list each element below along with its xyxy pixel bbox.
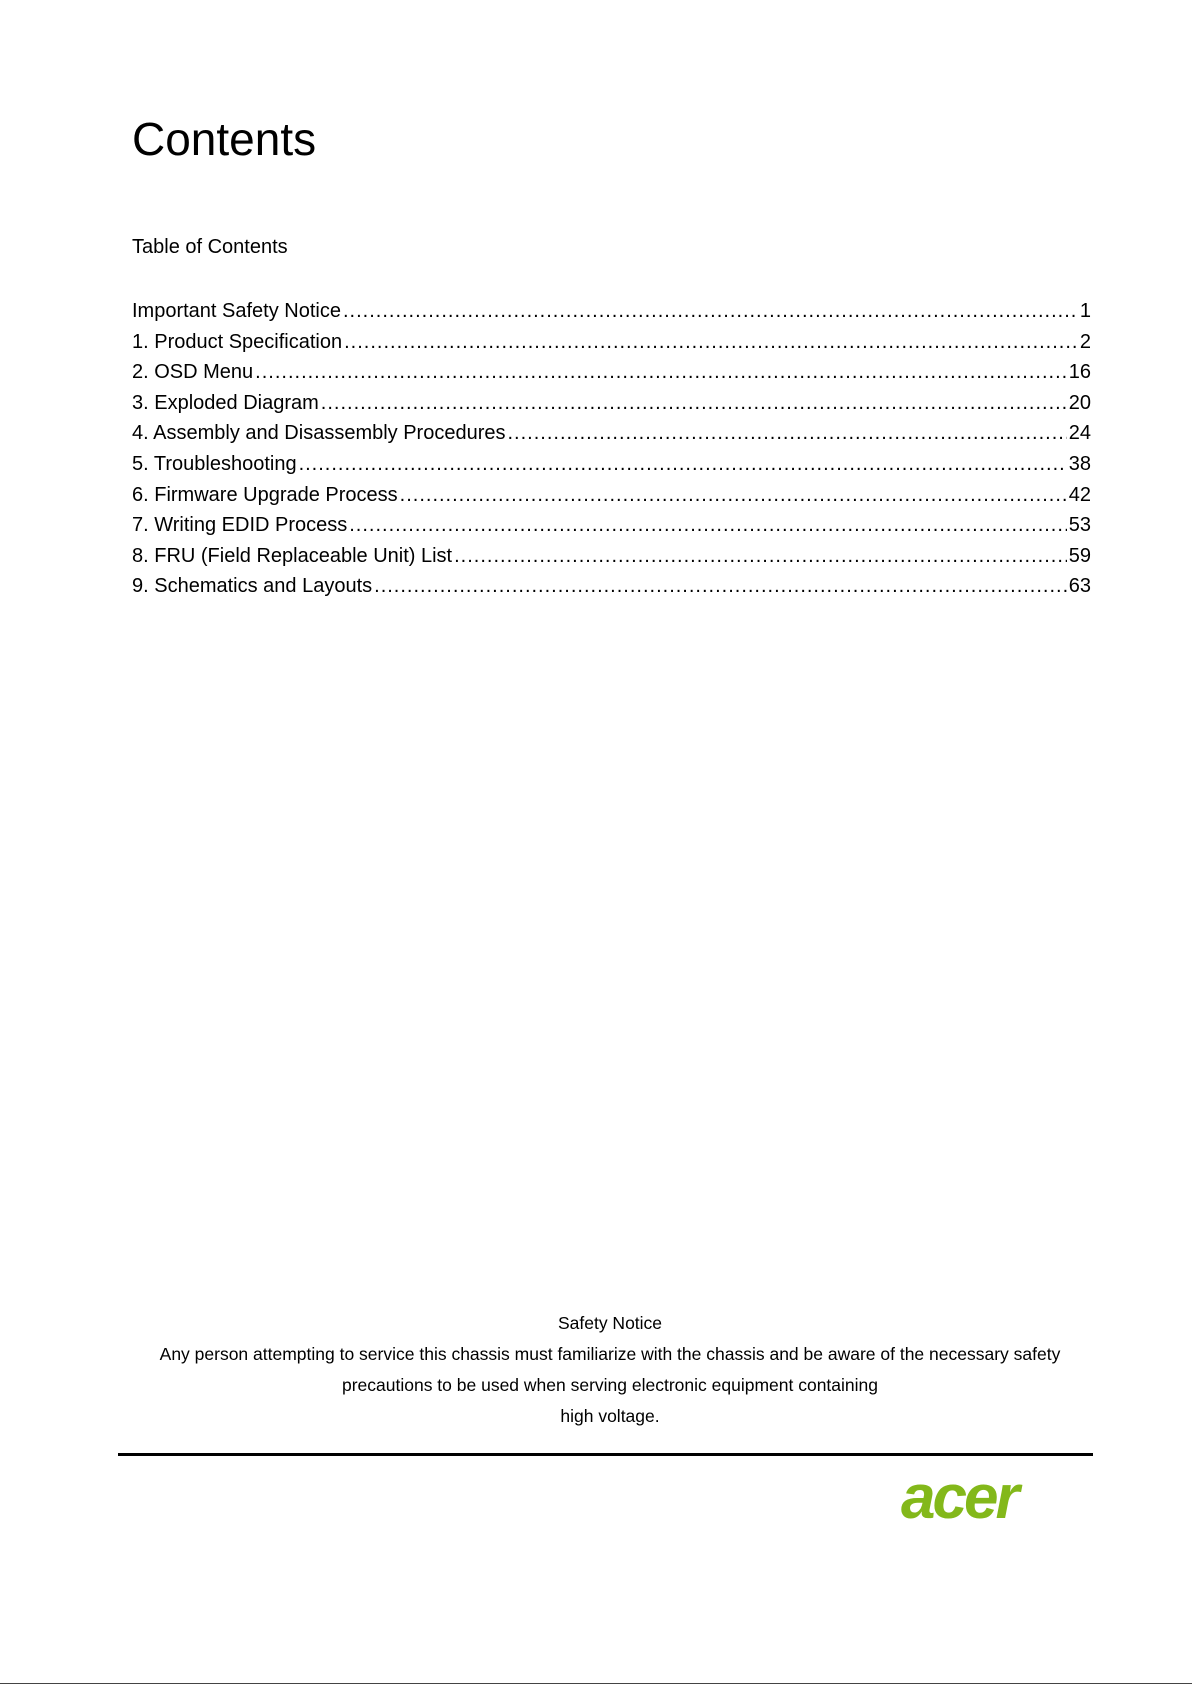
- page-title: Contents: [132, 113, 317, 165]
- toc-entry-label: 3. Exploded Diagram: [132, 391, 319, 414]
- toc-entry-page: 38: [1068, 452, 1091, 475]
- toc-dot-leader: [321, 391, 1067, 415]
- toc-entry-page: 2: [1079, 330, 1091, 353]
- toc-entry-osd-menu[interactable]: [132, 360, 1091, 391]
- toc-entry-writing-edid[interactable]: [132, 513, 1091, 544]
- toc-dot-leader: [454, 544, 1067, 568]
- toc-dot-leader: [349, 513, 1067, 537]
- toc-entry-page: 63: [1068, 575, 1091, 598]
- page-bottom-edge: [0, 1683, 1192, 1684]
- toc-entry-assembly-disassembly[interactable]: [132, 421, 1091, 452]
- toc-heading: Table of Contents: [132, 236, 288, 258]
- toc-entry-label: 9. Schematics and Layouts: [132, 575, 373, 598]
- toc-entry-schematics-layouts[interactable]: [132, 574, 1091, 605]
- toc-entry-page: 59: [1068, 544, 1091, 567]
- toc-entry-label: Important Safety Notice: [132, 300, 341, 322]
- safety-notice-line: high voltage.: [560, 1406, 660, 1426]
- toc-entry-product-specification[interactable]: [132, 330, 1091, 361]
- safety-notice: [120, 1308, 1100, 1432]
- toc-entry-label: 7. Writing EDID Process: [132, 514, 348, 537]
- toc-entry-page: 20: [1068, 391, 1091, 414]
- toc-entry-label: 8. FRU (Field Replaceable Unit) List: [132, 544, 453, 567]
- toc-dot-leader: [374, 574, 1067, 598]
- acer-logo: [899, 1472, 1085, 1528]
- toc-dot-leader: [344, 330, 1078, 354]
- toc-entry-exploded-diagram[interactable]: [132, 391, 1091, 422]
- safety-notice-line: precautions to be used when serving electronic equipment containing: [341, 1375, 879, 1395]
- toc-entry-page: 16: [1068, 361, 1091, 384]
- toc-entry-label: 6. Firmware Upgrade Process: [132, 483, 398, 506]
- safety-notice-line: Any person attempting to service this chassis must familiarize with the chassis and be aware of the necessary safety: [159, 1344, 1061, 1364]
- svg-text:acer: acer: [901, 1472, 1017, 1528]
- footer-divider: [118, 1453, 1093, 1456]
- toc-entry-fru-list[interactable]: [132, 544, 1091, 575]
- toc-entry-page: 1: [1079, 300, 1091, 322]
- toc-entry-safety-notice[interactable]: [132, 299, 1091, 330]
- toc-entry-firmware-upgrade[interactable]: [132, 483, 1091, 514]
- toc-entry-label: 4. Assembly and Disassembly Procedures: [132, 422, 506, 445]
- toc-entry-troubleshooting[interactable]: [132, 452, 1091, 483]
- toc-entry-page: 42: [1068, 483, 1091, 506]
- toc-dot-leader: [343, 299, 1078, 323]
- toc-entry-page: 24: [1068, 422, 1091, 445]
- toc-entry-label: 5. Troubleshooting: [132, 452, 297, 475]
- toc-entry-label: 1. Product Specification: [132, 330, 343, 353]
- toc-entry-page: 53: [1068, 514, 1091, 537]
- toc-dot-leader: [400, 483, 1067, 507]
- toc-entry-label: 2. OSD Menu: [132, 361, 254, 384]
- toc-dot-leader: [508, 421, 1067, 445]
- toc-dot-leader: [299, 452, 1067, 476]
- toc-dot-leader: [255, 360, 1067, 384]
- toc-list: [132, 299, 1091, 605]
- safety-notice-title: Safety Notice: [557, 1313, 663, 1333]
